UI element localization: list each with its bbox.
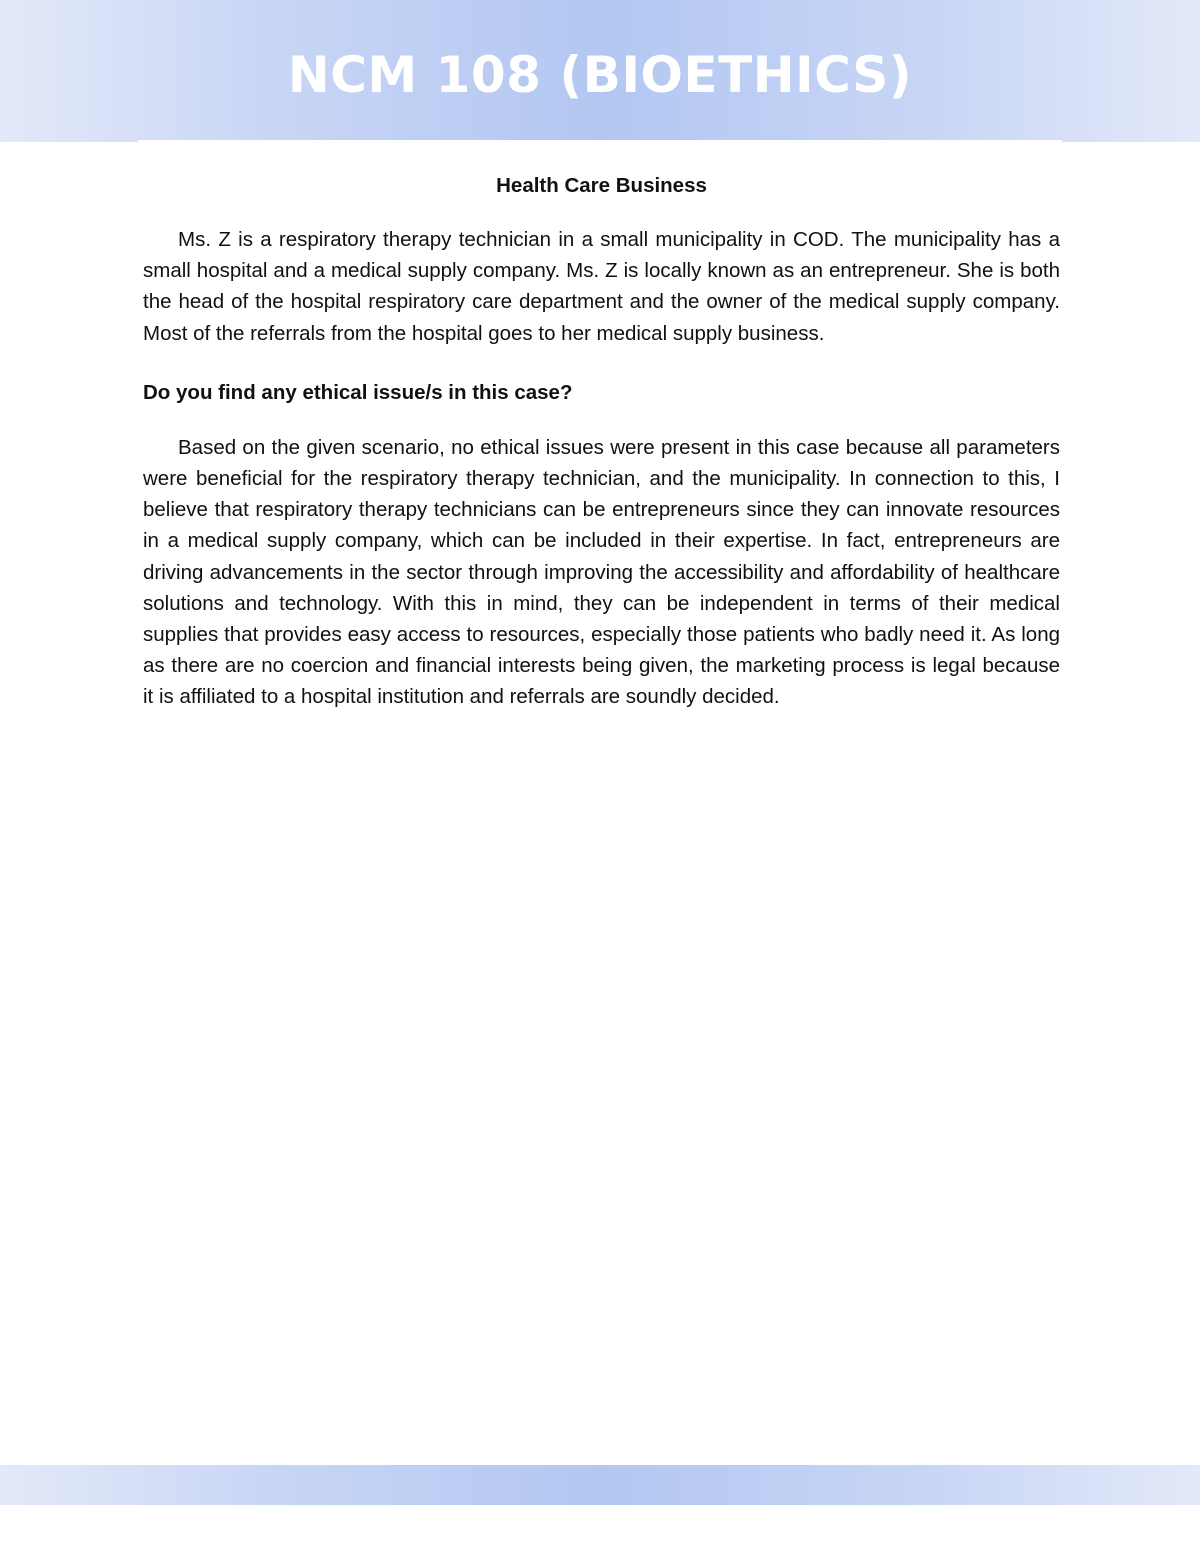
header-divider [138, 140, 1062, 143]
case-paragraph: Ms. Z is a respiratory therapy technician in a small municipality in COD. The municipality has a small hospital and a medical supply company. Ms. Z is locally known as an entrepreneur. She is both the head of the hospital respiratory care department and the owner of the medical supply company. Most of the referrals from the hospital goes to her medical supply business. [143, 228, 1060, 345]
footer-band [0, 1465, 1200, 1505]
document-title: Health Care Business [496, 174, 707, 197]
document-body [143, 170, 1060, 713]
page-header-title: NCM 108 (BIOETHICS) [287, 46, 913, 104]
answer-paragraph: Based on the given scenario, no ethical issues were present in this case because all parameters were beneficial for the respiratory therapy technician, and the municipality. In connection to this, I believe that respiratory therapy technicians can be entrepreneurs since they can innovate resources in a medical supply company, which can be included in their expertise. In fact, entrepreneurs are driving advancements in the sector through improving the accessibility and affordability of healthcare solutions and technology. With this in mind, they can be independent in terms of their medical supplies that provides easy access to resources, especially those patients who badly need it. As long as there are no coercion and financial interests being given, the marketing process is legal because it is affiliated to a hospital institution and referrals are soundly decided. [143, 435, 1060, 709]
question-heading: Do you find any ethical issue/s in this case? [143, 380, 573, 404]
